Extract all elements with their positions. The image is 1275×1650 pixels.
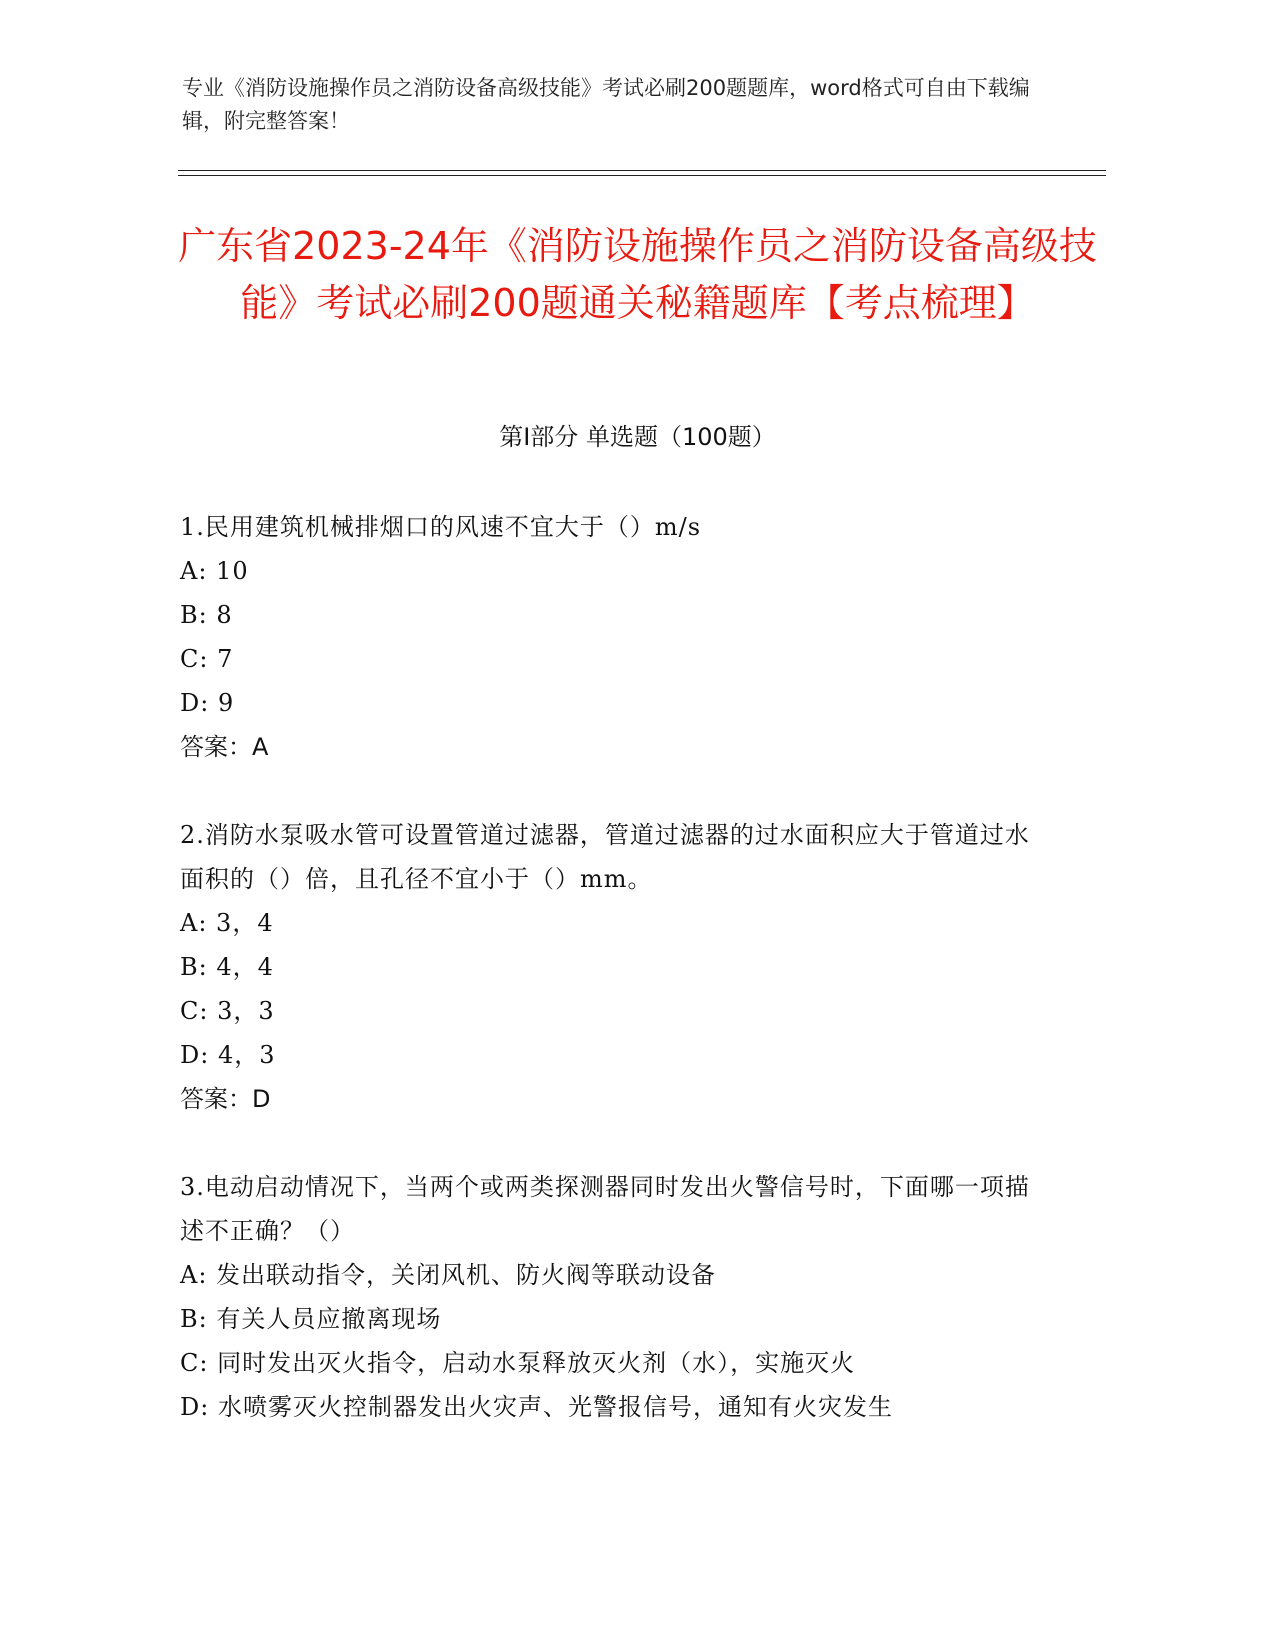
header-divider-top <box>178 170 1106 171</box>
answer-label: 答案：D <box>180 1085 271 1113</box>
option-c: C: 同时发出灭火指令，启动水泵释放灭火剂（水），实施灭火 <box>180 1349 856 1377</box>
option-c: C: 7 <box>180 645 234 673</box>
option-b: B: 4，4 <box>180 953 274 981</box>
option-a: A: 3，4 <box>180 909 274 937</box>
header-divider-bottom <box>178 175 1106 176</box>
section-title: 第Ⅰ部分 单选题（100题） <box>499 423 776 451</box>
option-c: C: 3，3 <box>180 997 275 1025</box>
question-list <box>180 505 1030 1473</box>
answer-label: 答案：A <box>180 733 269 761</box>
question-3 <box>180 1165 1030 1429</box>
option-d: D: 9 <box>180 689 235 717</box>
option-b: B: 8 <box>180 601 233 629</box>
option-a: A: 发出联动指令，关闭风机、防火阀等联动设备 <box>180 1261 717 1289</box>
header-note: 专业《消防设施操作员之消防设备高级技能》考试必刷200题题库，word格式可自由下载编辑，附完整答案！ <box>182 76 1030 133</box>
option-d: D: 4，3 <box>180 1041 276 1069</box>
question-2 <box>180 813 1030 1121</box>
question-stem: 2.消防水泵吸水管可设置管道过滤器，管道过滤器的过水面积应大于管道过水面积的（）倍，且孔径不宜小于（）mm。 <box>180 821 1030 893</box>
option-a: A: 10 <box>180 557 249 585</box>
question-stem: 1.民用建筑机械排烟口的风速不宜大于（）m/s <box>180 513 702 541</box>
option-b: B: 有关人员应撤离现场 <box>180 1305 442 1333</box>
question-1 <box>180 505 1030 769</box>
document-title: 广东省2023-24年《消防设施操作员之消防设备高级技能》考试必刷200题通关秘籍题库【考点梳理】 <box>178 224 1097 325</box>
option-d: D: 水喷雾灭火控制器发出火灾声、光警报信号，通知有火灾发生 <box>180 1393 893 1421</box>
question-stem: 3.电动启动情况下，当两个或两类探测器同时发出火警信号时，下面哪一项描述不正确？（） <box>180 1173 1030 1245</box>
